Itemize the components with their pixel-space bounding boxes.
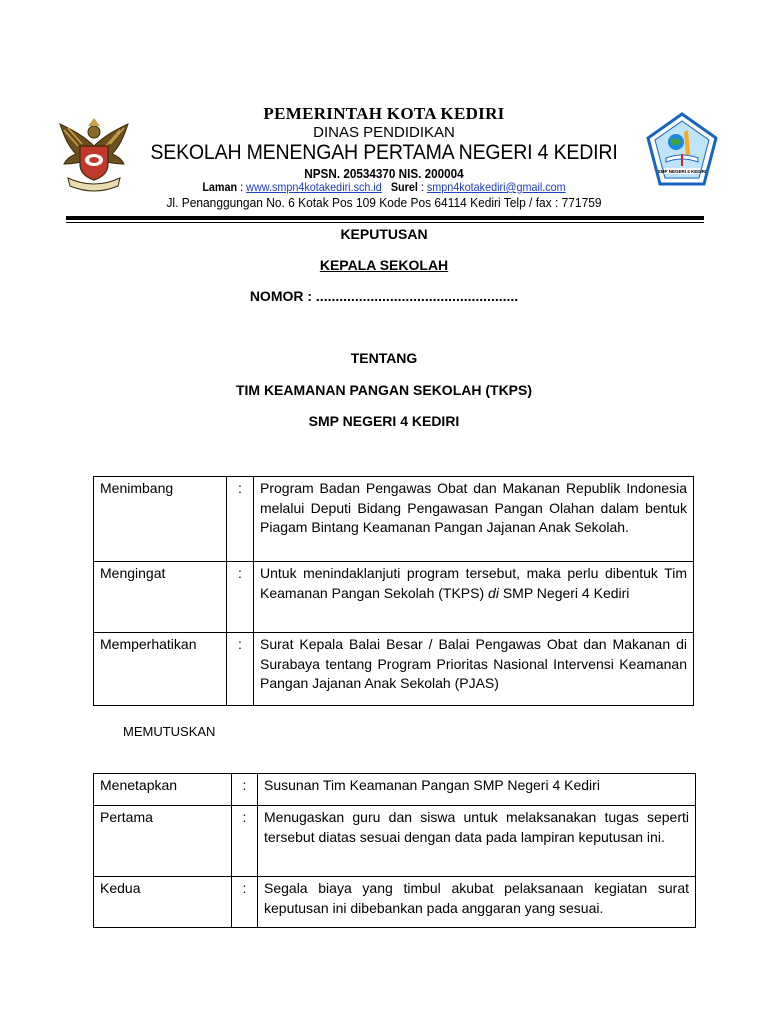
row-label: Menetapkan <box>94 774 232 806</box>
table-row <box>94 562 694 633</box>
website-link[interactable]: www.smpn4kotakediri.sch.id <box>246 180 382 194</box>
considerations-table <box>93 476 694 706</box>
row-label: Menimbang <box>94 477 227 562</box>
row-label: Memperhatikan <box>94 633 227 706</box>
row-text: Susunan Tim Keamanan Pangan SMP Negeri 4 Kediri <box>258 774 696 806</box>
row-colon: : <box>232 774 258 806</box>
row-label: Kedua <box>94 877 232 928</box>
government-name: PEMERINTAH KOTA KEDIRI <box>263 104 505 123</box>
email-link[interactable]: smpn4kotakediri@gmail.com <box>426 180 566 194</box>
row-text: Surat Kepala Balai Besar / Balai Pengawas Obat dan Makanan di Surabaya tentang Program Prioritas Nasional Intervensi Keamanan Pangan Jajanan Anak Sekolah (PJAS) <box>254 633 694 706</box>
decides-label: MEMUTUSKAN <box>123 724 216 739</box>
doc-school: SMP NEGERI 4 KEDIRI <box>308 413 460 429</box>
school-name: SEKOLAH MENENGAH PERTAMA NEGERI 4 KEDIRI <box>150 141 618 164</box>
doc-number: NOMOR : .................................................... <box>249 288 519 304</box>
row-colon: : <box>227 633 254 706</box>
row-text-italic: di <box>488 584 499 601</box>
decisions-table <box>93 773 696 928</box>
row-text: Segala biaya yang timbul akubat pelaksanaan kegiatan surat keputusan ini dibebankan pada anggaran yang sesuai. <box>258 877 696 928</box>
doc-tentang: TENTANG <box>350 350 418 366</box>
letterhead-divider-thin <box>66 222 704 223</box>
row-label: Mengingat <box>94 562 227 633</box>
table-row <box>94 806 696 877</box>
doc-subject: TIM KEAMANAN PANGAN SEKOLAH (TKPS) <box>235 382 533 398</box>
row-text: Menugaskan guru dan siswa untuk melaksanakan tugas seperti tersebut diatas sesuai dengan data pada lampiran keputusan ini. <box>258 806 696 877</box>
department-name: DINAS PENDIDIKAN <box>313 124 455 141</box>
logo-text: SMP NEGERI 4 KEDIRI <box>657 169 707 174</box>
table-row <box>94 633 694 706</box>
school-address: Jl. Penanggungan No. 6 Kotak Pos 109 Kode Pos 64114 Kediri Telp / fax : 771759 <box>166 195 602 210</box>
row-colon: : <box>227 562 254 633</box>
doc-title-keputusan: KEPUTUSAN <box>340 226 428 242</box>
table-row <box>94 477 694 562</box>
row-text-part: SMP Negeri 4 Kediri <box>498 584 630 601</box>
row-text <box>254 562 694 633</box>
row-colon: : <box>227 477 254 562</box>
table-row <box>94 877 696 928</box>
row-colon: : <box>232 806 258 877</box>
letterhead-divider-thick <box>66 216 704 220</box>
npsn-nis: NPSN. 20534370 NIS. 200004 <box>304 166 464 181</box>
doc-title-kepala: KEPALA SEKOLAH <box>319 257 449 273</box>
table-row <box>94 774 696 806</box>
row-label: Pertama <box>94 806 232 877</box>
email-label: Surel <box>390 180 418 194</box>
row-text-part: Untuk menindaklanjuti program tersebut, maka perlu dibentuk Tim Keamanan Pangan Sekolah (TKPS) <box>260 565 687 601</box>
row-text: Program Badan Pengawas Obat dan Makanan Republik Indonesia melalui Deputi Bidang Pengawasan Pangan Olahan dalam bentuk Piagam Bintang Keamanan Pangan Jajanan Anak Sekolah. <box>254 477 694 562</box>
website-label: Laman <box>202 180 238 194</box>
contact-line: Laman : www.smpn4kotakediri.sch.id Surel : smpn4kotakediri@gmail.com <box>202 180 566 194</box>
row-colon: : <box>232 877 258 928</box>
